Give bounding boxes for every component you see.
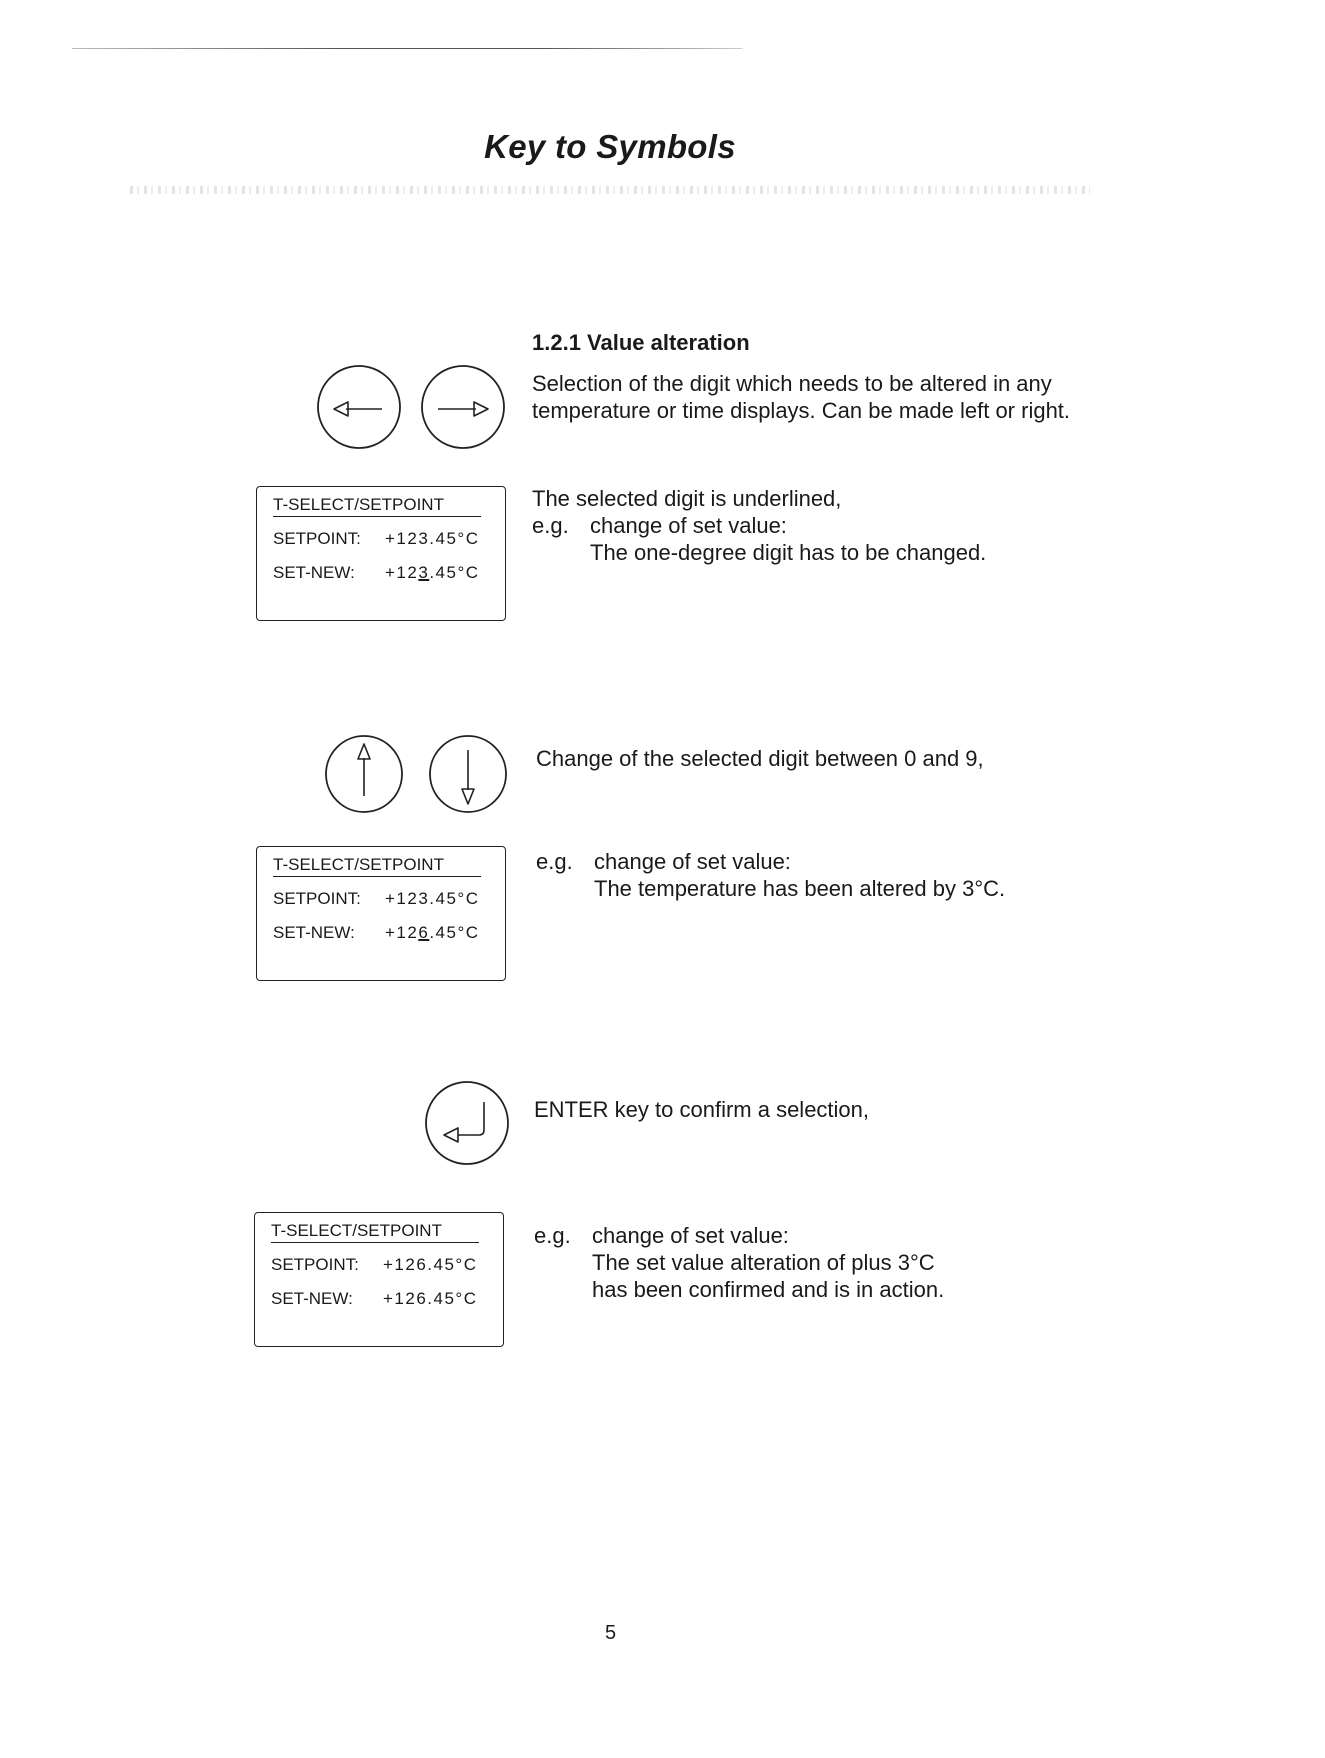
section-heading: 1.2.1 Value alteration — [532, 330, 750, 355]
text-line: The set value alteration of plus 3°C — [592, 1250, 935, 1275]
text-line: Selection of the digit which needs to be altered in any — [532, 371, 1052, 396]
lcd-display-1 — [256, 486, 506, 621]
down-arrow-key-icon — [428, 732, 508, 816]
setnew-value: +126.45°C — [383, 1289, 478, 1308]
text-line: The selected digit is underlined, — [532, 486, 842, 511]
enter-key-icon — [424, 1080, 510, 1166]
lcd-display-3 — [254, 1212, 504, 1347]
lcd-title: T-SELECT/SETPOINT — [273, 855, 481, 877]
text-line: ENTER key to confirm a selection, — [534, 1097, 870, 1122]
left-arrow-key-icon — [316, 364, 402, 450]
text-line: change of set value: — [594, 849, 791, 874]
lcd-title: T-SELECT/SETPOINT — [273, 495, 481, 517]
setpoint-label: SETPOINT: — [271, 1255, 359, 1274]
lcd-title: T-SELECT/SETPOINT — [271, 1221, 479, 1243]
setnew-value: +123.45°C — [385, 563, 480, 582]
up-down-description — [536, 745, 984, 772]
top-rule — [72, 48, 742, 49]
setnew-label: SET-NEW: — [271, 1289, 353, 1308]
selected-digit: 3 — [418, 563, 430, 582]
setnew-label: SET-NEW: — [273, 923, 355, 942]
up-arrow-key-icon — [324, 732, 404, 816]
setnew-label: SET-NEW: — [273, 563, 355, 582]
lcd-display-2 — [256, 846, 506, 981]
setnew-row — [273, 563, 480, 583]
setnew-value: +126.45°C — [385, 923, 480, 942]
eg-label: e.g. — [532, 513, 569, 538]
setpoint-value: +123.45°C — [385, 889, 480, 908]
setpoint-row — [273, 529, 480, 549]
setpoint-label: SETPOINT: — [273, 889, 361, 908]
underlined-description — [532, 485, 986, 566]
title-underline-speckle — [130, 186, 1090, 194]
text-line: temperature or time displays. Can be made left or right. — [532, 398, 1071, 423]
selected-digit: 6 — [418, 923, 430, 942]
setpoint-label: SETPOINT: — [273, 529, 361, 548]
setnew-row — [271, 1289, 478, 1309]
eg-label: e.g. — [534, 1223, 571, 1248]
enter-description — [534, 1096, 869, 1123]
left-right-description — [532, 370, 1070, 424]
setpoint-row — [271, 1255, 478, 1275]
page-title: Key to Symbols — [484, 128, 736, 165]
text-line: The one-degree digit has to be changed. — [590, 540, 987, 565]
text-line: change of set value: — [590, 513, 787, 538]
eg-label: e.g. — [536, 849, 573, 874]
page-number: 5 — [605, 1622, 617, 1644]
text-line: Change of the selected digit between 0 and 9, — [536, 746, 984, 771]
setpoint-row — [273, 889, 480, 909]
setpoint-value: +126.45°C — [383, 1255, 478, 1274]
altered-description — [536, 848, 1005, 902]
text-line: change of set value: — [592, 1223, 789, 1248]
text-line: The temperature has been altered by 3°C. — [594, 876, 1006, 901]
text-line: has been confirmed and is in action. — [592, 1277, 945, 1302]
setpoint-value: +123.45°C — [385, 529, 480, 548]
setnew-row — [273, 923, 480, 943]
right-arrow-key-icon — [420, 364, 506, 450]
confirmed-description — [534, 1222, 944, 1303]
